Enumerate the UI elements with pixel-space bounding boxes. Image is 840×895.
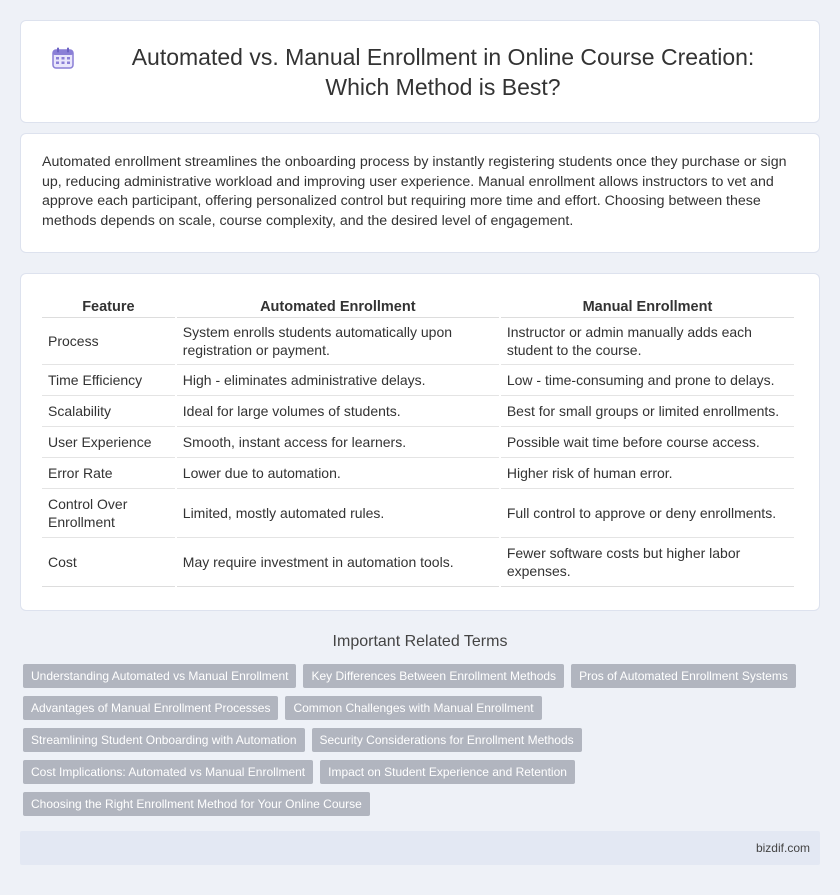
automated-cell: Smooth, instant access for learners. — [177, 427, 499, 458]
related-terms-title: Important Related Terms — [332, 633, 508, 650]
manual-cell: Higher risk of human error. — [501, 458, 794, 489]
related-term-tag[interactable]: Cost Implications: Automated vs Manual Enrollment — [23, 760, 313, 784]
automated-cell: May require investment in automation tools. — [177, 538, 499, 587]
table-row — [42, 396, 794, 427]
manual-cell: Full control to approve or deny enrollments. — [501, 489, 794, 538]
automated-cell: Limited, mostly automated rules. — [177, 489, 499, 538]
table-header-feature: Feature — [42, 296, 175, 318]
feature-cell: Process — [42, 318, 175, 365]
manual-cell: Fewer software costs but higher labor expenses. — [501, 538, 794, 587]
related-term-tag[interactable]: Streamlining Student Onboarding with Automation — [23, 728, 305, 752]
related-term-tag[interactable]: Security Considerations for Enrollment Methods — [312, 728, 582, 752]
feature-cell: User Experience — [42, 427, 175, 458]
related-term-tag[interactable]: Pros of Automated Enrollment Systems — [571, 664, 796, 688]
automated-cell: Ideal for large volumes of students. — [177, 396, 499, 427]
related-term-tag[interactable]: Common Challenges with Manual Enrollment — [285, 696, 541, 720]
automated-cell: High - eliminates administrative delays. — [177, 365, 499, 396]
table-header-manual: Manual Enrollment — [501, 296, 794, 318]
related-term-tag[interactable]: Impact on Student Experience and Retention — [320, 760, 575, 784]
automated-cell: System enrolls students automatically upon registration or payment. — [177, 318, 499, 365]
manual-cell: Possible wait time before course access. — [501, 427, 794, 458]
related-term-tag[interactable]: Key Differences Between Enrollment Methods — [303, 664, 564, 688]
footer-site-link[interactable]: bizdif.com — [755, 841, 810, 855]
table-row — [42, 489, 794, 538]
feature-cell: Control Over Enrollment — [42, 489, 175, 538]
related-term-tag[interactable]: Advantages of Manual Enrollment Processes — [23, 696, 278, 720]
related-terms-list — [23, 664, 823, 824]
feature-cell: Cost — [42, 538, 175, 587]
calendar-icon — [51, 46, 75, 70]
table-header-automated: Automated Enrollment — [177, 296, 499, 318]
feature-cell: Time Efficiency — [42, 365, 175, 396]
intro-paragraph: Automated enrollment streamlines the onboarding process by instantly registering students once they purchase or sign up, reducing administrative workload and improving user experience. Manual enrollment allows instructors to vet and approve each participant, offering personalized control but requiring more time and effort. Choosing between these methods depends on scale, course complexity, and the desired level of engagement. — [42, 154, 787, 229]
footer — [20, 831, 820, 865]
intro-card — [20, 133, 820, 253]
table-row — [42, 318, 794, 365]
automated-cell: Lower due to automation. — [177, 458, 499, 489]
feature-cell: Scalability — [42, 396, 175, 427]
related-term-tag[interactable]: Understanding Automated vs Manual Enrollment — [23, 664, 296, 688]
comparison-table-card — [20, 273, 820, 611]
table-row — [42, 365, 794, 396]
table-row — [42, 458, 794, 489]
manual-cell: Instructor or admin manually adds each student to the course. — [501, 318, 794, 365]
header-card — [20, 20, 820, 123]
page-title: Automated vs. Manual Enrollment in Online Course Creation: Which Method is Best? — [131, 43, 755, 100]
manual-cell: Low - time-consuming and prone to delays. — [501, 365, 794, 396]
table-row — [42, 538, 794, 587]
table-row — [42, 427, 794, 458]
table-header-row — [42, 296, 794, 318]
comparison-table — [40, 296, 796, 587]
feature-cell: Error Rate — [42, 458, 175, 489]
manual-cell: Best for small groups or limited enrollments. — [501, 396, 794, 427]
related-term-tag[interactable]: Choosing the Right Enrollment Method for Your Online Course — [23, 792, 370, 816]
